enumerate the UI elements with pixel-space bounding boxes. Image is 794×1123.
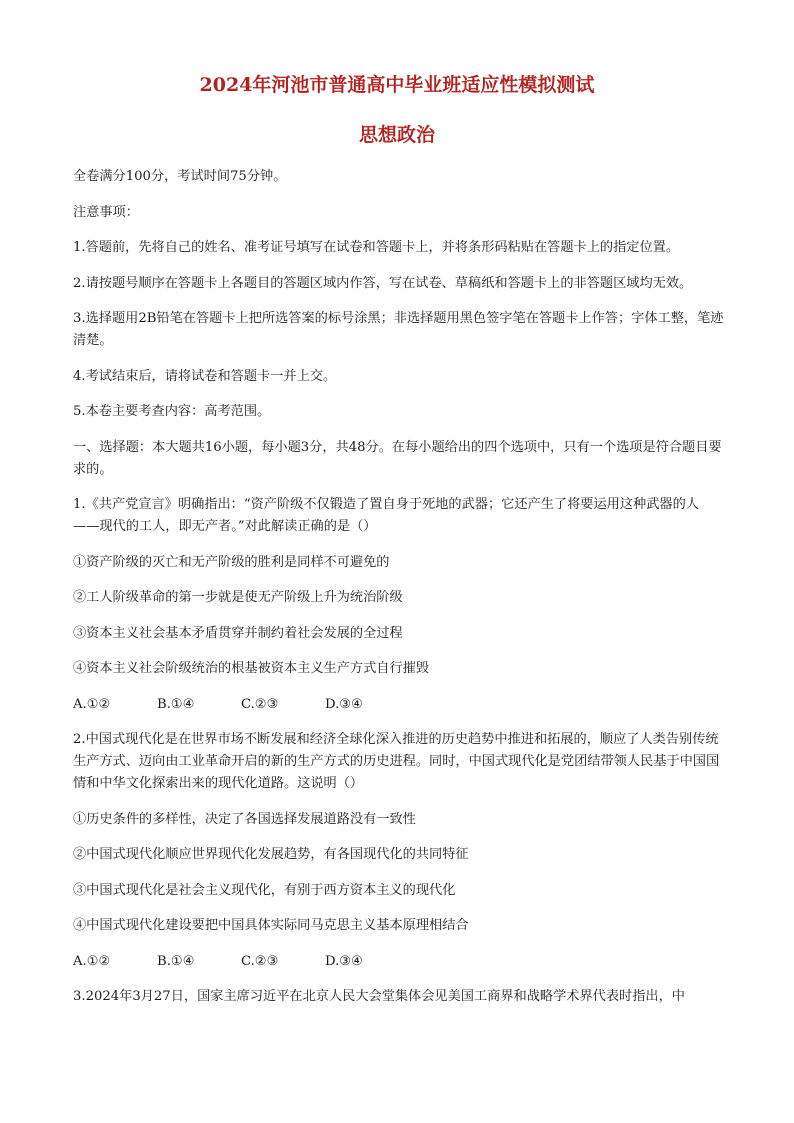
question-statement: ①历史条件的多样性，决定了各国选择发展道路没有一致性 <box>73 811 416 827</box>
note-item: 1.答题前，先将自己的姓名、准考证号填写在试卷和答题卡上，并将条形码粘贴在答题卡上的指定位置。 <box>73 240 680 255</box>
answer-options <box>73 951 725 973</box>
question-statement: ②中国式现代化顺应世界现代化发展趋势，有各国现代化的共同特征 <box>73 847 469 862</box>
question-statement: ④资本主义社会阶级统治的根基被资本主义生产方式自行摧毁 <box>73 661 430 676</box>
question-statement: ③中国式现代化是社会主义现代化，有别于西方资本主义的现代化 <box>73 882 456 898</box>
exam-content <box>73 166 725 1022</box>
question-statement: ①资产阶级的灭亡和无产阶级的胜利是同样不可避免的 <box>73 554 390 570</box>
question-statement: ②工人阶级革命的第一步就是使无产阶级上升为统治阶级 <box>73 590 403 605</box>
option-c: C.②③ <box>241 696 279 712</box>
option-b: B.①④ <box>157 953 195 969</box>
question-statement: ③资本主义社会基本矛盾贯穿并制约着社会发展的全过程 <box>73 625 403 641</box>
score-time-line: 全卷满分100分，考试时间75分钟。 <box>73 169 287 184</box>
option-d: D.③④ <box>325 696 363 712</box>
option-d: D.③④ <box>325 953 363 969</box>
question-statement: ④中国式现代化建设要把中国具体实际同马克思主义基本原理相结合 <box>73 918 469 933</box>
notes-heading: 注意事项： <box>73 204 139 220</box>
exam-title: 2024年河池市普通高中毕业班适应性模拟测试 <box>199 74 595 96</box>
question-stem: 1.《共产党宣言》明确指出：“资产阶级不仅锻造了置自身于死地的武器；它还产生了将要运用这种武器的人——现代的工人，即无产者。”对此解读正确的是（） <box>73 497 699 534</box>
question-stem: 2.中国式现代化是在世界市场不断发展和经济全球化深入推进的历史趋势中推进和拓展的，顺应了人类告别传统生产方式、迈向由工业革命开启的新的生产方式的历史进程。同时，中国式现代化是党团结带领人民基于中国国情和中华文化探索出来的现代化道路。这说明（） <box>73 732 720 791</box>
answer-options <box>73 694 725 716</box>
note-item: 5.本卷主要考查内容：高考范围。 <box>73 404 271 419</box>
note-item: 3.选择题用2B铅笔在答题卡上把所选答案的标号涂黑；非选择题用黑色签字笔在答题卡上作答；字体工整，笔迹清楚。 <box>73 311 724 348</box>
subject-title: 思想政治 <box>358 124 435 146</box>
note-item: 4.考试结束后，请将试卷和答题卡一并上交。 <box>73 368 337 384</box>
option-a: A.①② <box>73 953 111 969</box>
section-instruction: 一、选择题：本大题共16小题，每小题3分，共48分。在每小题给出的四个选项中，只有一个选项是符合题目要求的。 <box>73 439 722 477</box>
option-a: A.①② <box>73 696 111 712</box>
question-stem: 3.2024年3月27日，国家主席习近平在北京人民大会堂集体会见美国工商界和战略学术界代表时指出，中 <box>73 989 685 1004</box>
note-item: 2.请按题号顺序在答题卡上各题目的答题区域内作答，写在试卷、草稿纸和答题卡上的非答题区域均无效。 <box>73 275 693 291</box>
option-c: C.②③ <box>241 953 279 969</box>
option-b: B.①④ <box>157 696 195 712</box>
